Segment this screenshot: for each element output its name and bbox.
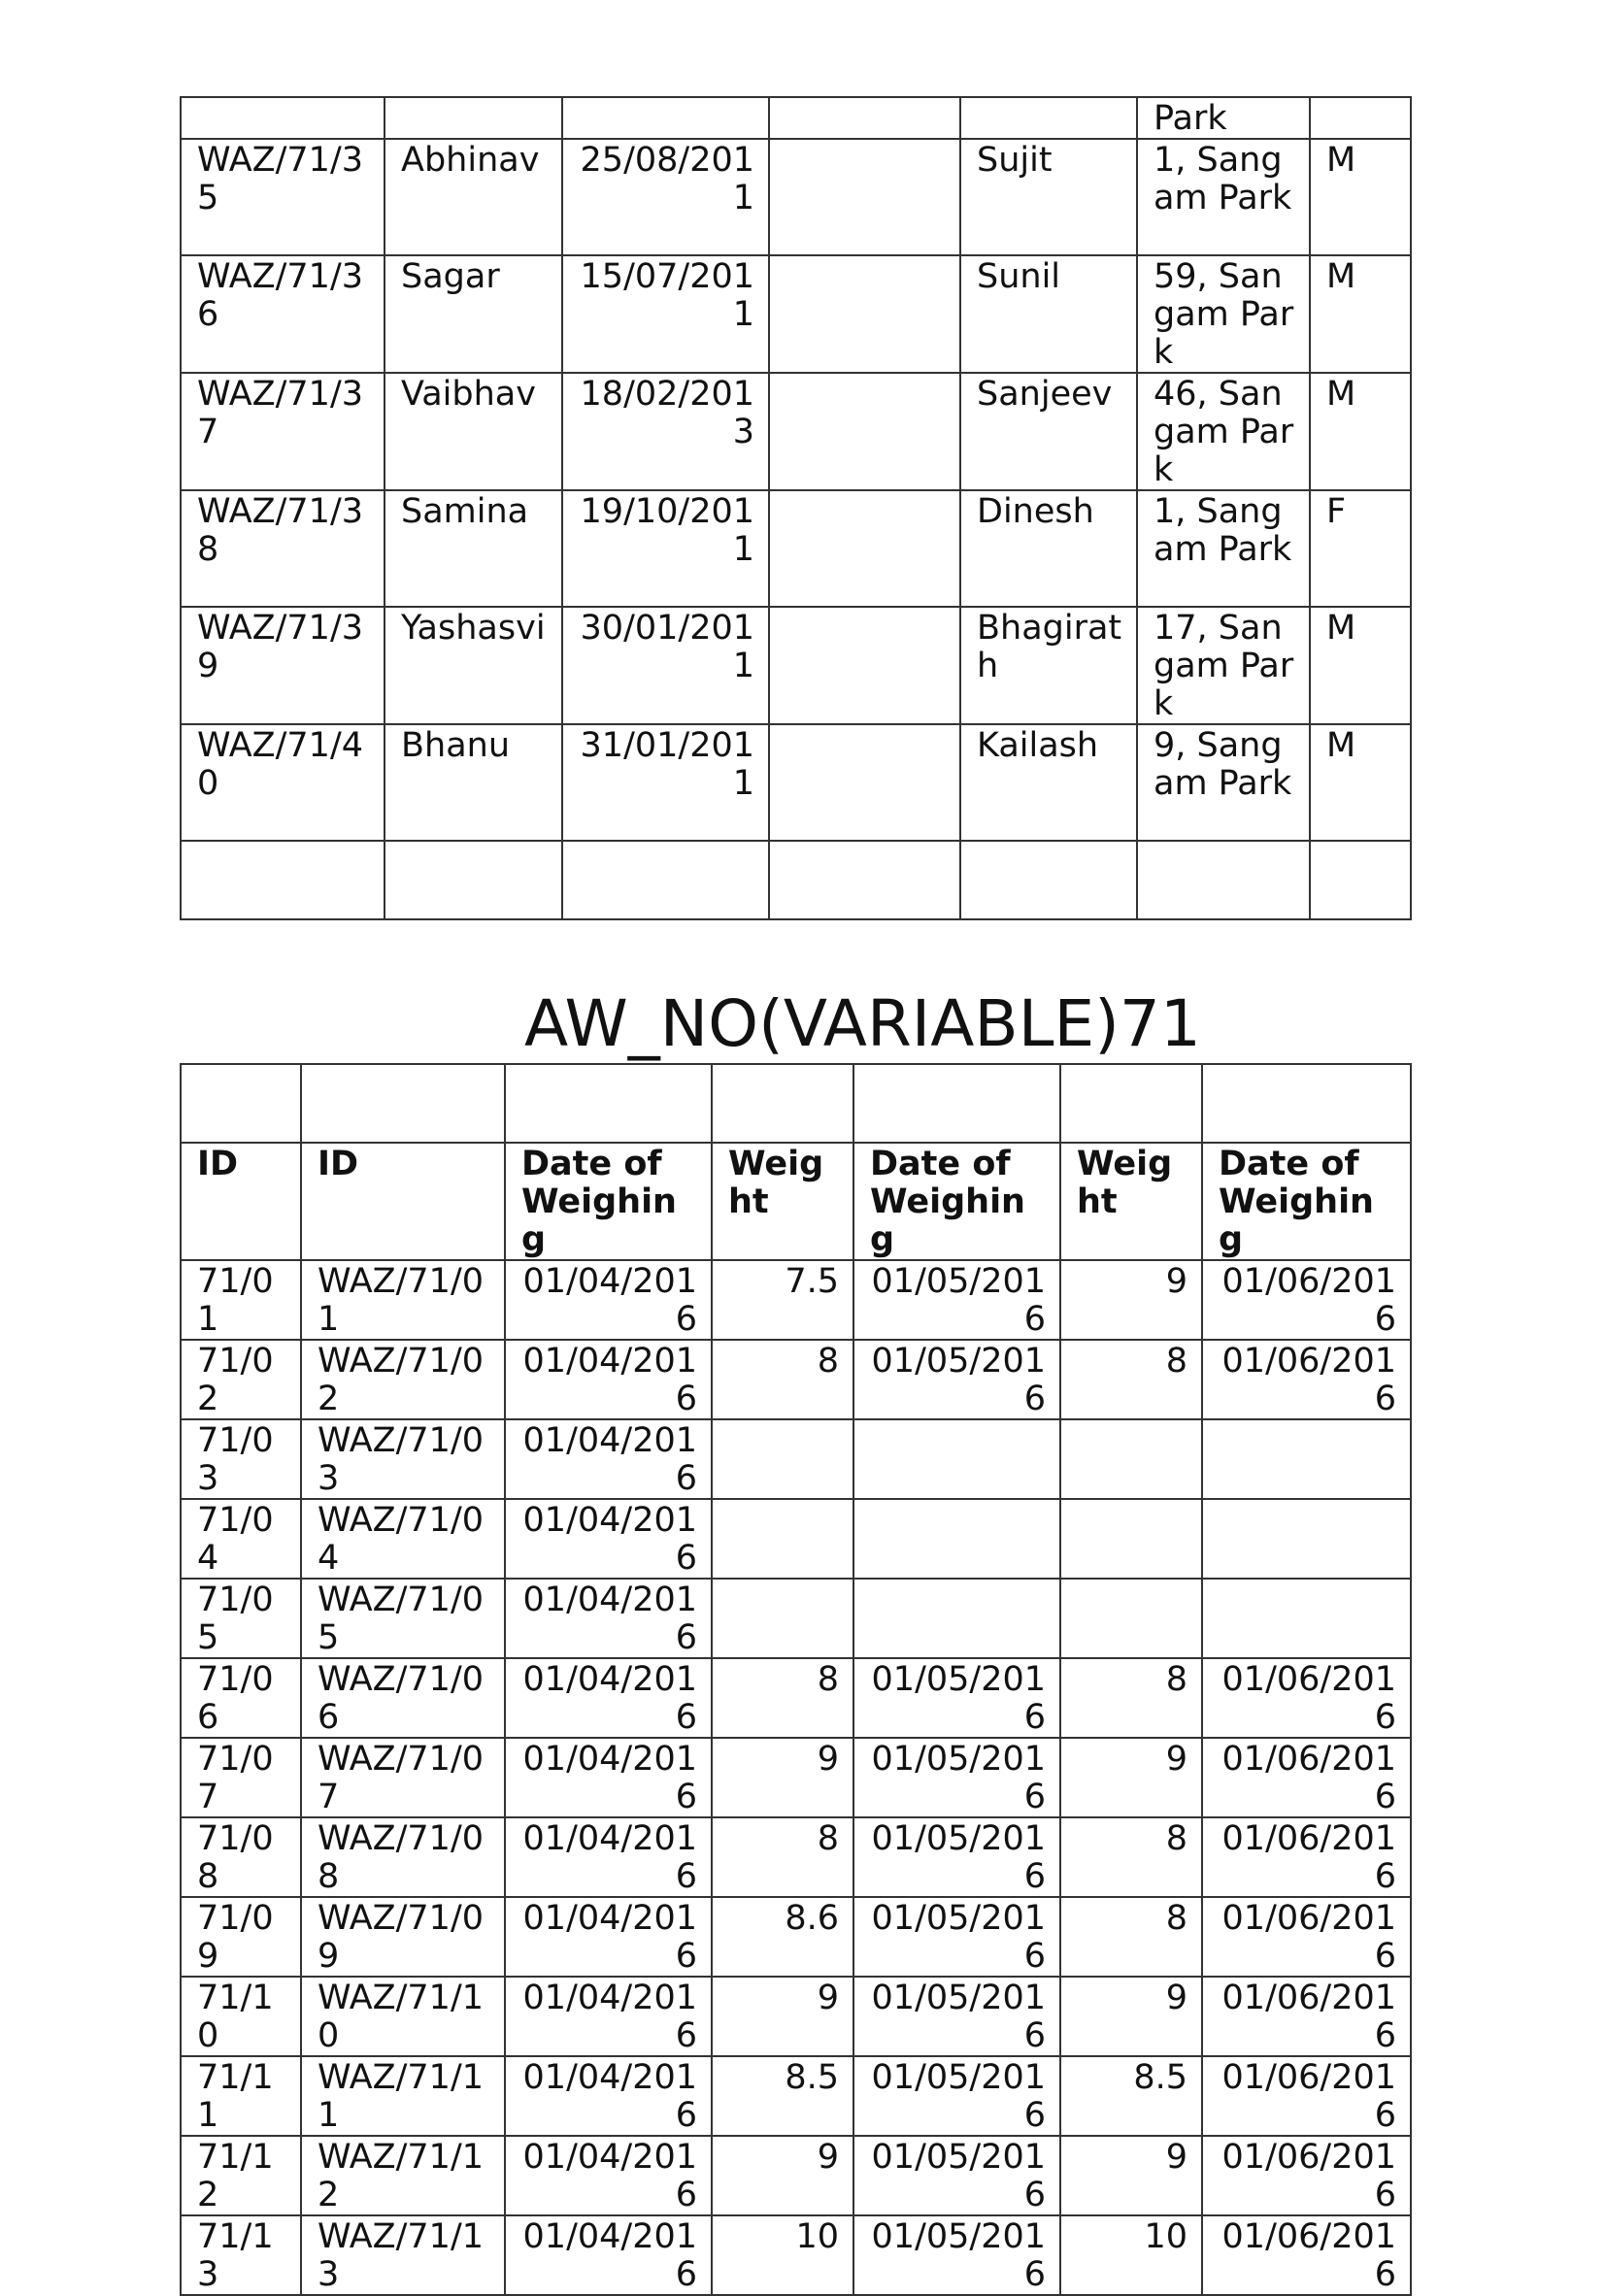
weight-cell-2: 8	[1060, 1897, 1202, 1977]
dob-cell: 18/02/2013	[562, 373, 769, 490]
table-cell	[960, 841, 1137, 919]
table-row	[181, 373, 1411, 490]
date-cell-2	[853, 1579, 1060, 1658]
date-cell-1: 01/04/2016	[505, 1499, 712, 1579]
date-cell-3	[1202, 1579, 1411, 1658]
weight-cell-2: 8	[1060, 1817, 1202, 1897]
table-row	[181, 1340, 1411, 1419]
date-cell-1: 01/04/2016	[505, 1817, 712, 1897]
dob-cell: 25/08/2011	[562, 139, 769, 255]
full-id-cell: WAZ/71/03	[301, 1419, 505, 1499]
weight-cell-1: 8	[712, 1658, 853, 1738]
table-row	[181, 2136, 1411, 2215]
table-row	[181, 1977, 1411, 2056]
table-cell	[181, 97, 385, 139]
date-cell-1: 01/04/2016	[505, 1260, 712, 1340]
weight-cell-2: 9	[1060, 1738, 1202, 1817]
full-id-cell: WAZ/71/08	[301, 1817, 505, 1897]
weight-cell-1	[712, 1419, 853, 1499]
table-cell	[301, 1064, 505, 1143]
short-id-cell: 71/03	[181, 1419, 301, 1499]
weight-cell-1: 9	[712, 1738, 853, 1817]
weight-cell-1: 8.6	[712, 1897, 853, 1977]
short-id-cell: 71/01	[181, 1260, 301, 1340]
weight-cell-1: 8.5	[712, 2056, 853, 2136]
date-cell-3: 01/06/2016	[1202, 1738, 1411, 1817]
dob-cell: 15/07/2011	[562, 255, 769, 373]
sex-cell: F	[1310, 490, 1411, 607]
short-id-cell: 71/11	[181, 2056, 301, 2136]
date-cell-3: 01/06/2016	[1202, 2136, 1411, 2215]
table-row	[181, 1817, 1411, 1897]
blank-cell	[769, 607, 960, 724]
address-cell: 1, Sangam Park	[1137, 139, 1310, 255]
sex-cell: M	[1310, 139, 1411, 255]
header-weight-2: Weight	[1060, 1143, 1202, 1260]
date-cell-2: 01/05/2016	[853, 2056, 1060, 2136]
address-cell: 9, Sangam Park	[1137, 724, 1310, 841]
father-name-cell: Bhagirath	[960, 607, 1137, 724]
date-cell-2	[853, 1499, 1060, 1579]
table-row	[181, 139, 1411, 255]
sex-cell: M	[1310, 724, 1411, 841]
weight-cell-2: 9	[1060, 1260, 1202, 1340]
date-cell-2: 01/05/2016	[853, 2136, 1060, 2215]
date-cell-1: 01/04/2016	[505, 1977, 712, 2056]
blank-cell	[769, 139, 960, 255]
date-cell-1: 01/04/2016	[505, 2136, 712, 2215]
child-id-cell: WAZ/71/39	[181, 607, 385, 724]
table-row	[181, 1897, 1411, 1977]
child-register-table	[180, 96, 1412, 920]
short-id-cell: 71/02	[181, 1340, 301, 1419]
weight-cell-2: 9	[1060, 2136, 1202, 2215]
date-cell-3: 01/06/2016	[1202, 1658, 1411, 1738]
weight-cell-2: 8	[1060, 1658, 1202, 1738]
dob-cell: 31/01/2011	[562, 724, 769, 841]
weight-cell-1: 8	[712, 1817, 853, 1897]
table-row	[181, 1658, 1411, 1738]
date-cell-2: 01/05/2016	[853, 1817, 1060, 1897]
table-cell	[1202, 1064, 1411, 1143]
table-cell	[769, 841, 960, 919]
child-name-cell: Yashasvi	[385, 607, 562, 724]
short-id-cell: 71/12	[181, 2136, 301, 2215]
date-cell-1: 01/04/2016	[505, 1579, 712, 1658]
blank-cell	[769, 490, 960, 607]
date-cell-1: 01/04/2016	[505, 2215, 712, 2295]
child-id-cell: WAZ/71/38	[181, 490, 385, 607]
weight-cell-2	[1060, 1499, 1202, 1579]
full-id-cell: WAZ/71/01	[301, 1260, 505, 1340]
table-row-continuation	[181, 97, 1411, 139]
weighing-table	[180, 1063, 1412, 2296]
section-title: AW_NO(VARIABLE)71	[524, 986, 1201, 1061]
table-cell: Park	[1137, 97, 1310, 139]
child-name-cell: Samina	[385, 490, 562, 607]
short-id-cell: 71/06	[181, 1658, 301, 1738]
table-cell	[181, 1064, 301, 1143]
date-cell-3: 01/06/2016	[1202, 1340, 1411, 1419]
short-id-cell: 71/05	[181, 1579, 301, 1658]
dob-cell: 30/01/2011	[562, 607, 769, 724]
short-id-cell: 71/10	[181, 1977, 301, 2056]
table-row	[181, 255, 1411, 373]
table-cell	[1060, 1064, 1202, 1143]
full-id-cell: WAZ/71/07	[301, 1738, 505, 1817]
dob-cell: 19/10/2011	[562, 490, 769, 607]
table-cell	[505, 1064, 712, 1143]
table-cell	[1310, 97, 1411, 139]
weight-cell-1: 9	[712, 2136, 853, 2215]
sex-cell: M	[1310, 607, 1411, 724]
child-name-cell: Vaibhav	[385, 373, 562, 490]
date-cell-3: 01/06/2016	[1202, 2056, 1411, 2136]
date-cell-2: 01/05/2016	[853, 2215, 1060, 2295]
address-cell: 59, Sangam Park	[1137, 255, 1310, 373]
table-header-row	[181, 1143, 1411, 1260]
child-id-cell: WAZ/71/36	[181, 255, 385, 373]
weight-cell-1: 9	[712, 1977, 853, 2056]
date-cell-2: 01/05/2016	[853, 1977, 1060, 2056]
header-id-full: ID	[301, 1143, 505, 1260]
weight-cell-2	[1060, 1579, 1202, 1658]
table-row	[181, 2215, 1411, 2295]
weight-cell-2: 8	[1060, 1340, 1202, 1419]
weight-cell-1	[712, 1499, 853, 1579]
table-row	[181, 490, 1411, 607]
date-cell-2: 01/05/2016	[853, 1260, 1060, 1340]
table-cell	[1310, 841, 1411, 919]
weight-cell-2: 9	[1060, 1977, 1202, 2056]
father-name-cell: Dinesh	[960, 490, 1137, 607]
full-id-cell: WAZ/71/11	[301, 2056, 505, 2136]
child-name-cell: Sagar	[385, 255, 562, 373]
date-cell-3	[1202, 1499, 1411, 1579]
weight-cell-1	[712, 1579, 853, 1658]
date-cell-3: 01/06/2016	[1202, 1977, 1411, 2056]
date-cell-1: 01/04/2016	[505, 1419, 712, 1499]
table-cell	[385, 841, 562, 919]
father-name-cell: Sunil	[960, 255, 1137, 373]
full-id-cell: WAZ/71/10	[301, 1977, 505, 2056]
header-date-3: Date of Weighing	[1202, 1143, 1411, 1260]
full-id-cell: WAZ/71/05	[301, 1579, 505, 1658]
date-cell-2: 01/05/2016	[853, 1658, 1060, 1738]
short-id-cell: 71/04	[181, 1499, 301, 1579]
child-id-cell: WAZ/71/40	[181, 724, 385, 841]
table-row	[181, 1579, 1411, 1658]
table-row	[181, 1499, 1411, 1579]
date-cell-3	[1202, 1419, 1411, 1499]
father-name-cell: Sujit	[960, 139, 1137, 255]
date-cell-1: 01/04/2016	[505, 1340, 712, 1419]
full-id-cell: WAZ/71/02	[301, 1340, 505, 1419]
date-cell-3: 01/06/2016	[1202, 1817, 1411, 1897]
full-id-cell: WAZ/71/06	[301, 1658, 505, 1738]
short-id-cell: 71/13	[181, 2215, 301, 2295]
weight-cell-1: 7.5	[712, 1260, 853, 1340]
table-row-empty	[181, 1064, 1411, 1143]
weight-cell-2: 10	[1060, 2215, 1202, 2295]
date-cell-3: 01/06/2016	[1202, 1897, 1411, 1977]
date-cell-2: 01/05/2016	[853, 1738, 1060, 1817]
full-id-cell: WAZ/71/13	[301, 2215, 505, 2295]
table-row	[181, 2056, 1411, 2136]
sex-cell: M	[1310, 373, 1411, 490]
table-row	[181, 607, 1411, 724]
address-cell: 46, Sangam Park	[1137, 373, 1310, 490]
full-id-cell: WAZ/71/04	[301, 1499, 505, 1579]
weight-cell-2: 8.5	[1060, 2056, 1202, 2136]
table-row	[181, 1419, 1411, 1499]
header-date-1: Date of Weighing	[505, 1143, 712, 1260]
table-cell	[712, 1064, 853, 1143]
blank-cell	[769, 373, 960, 490]
table-cell	[853, 1064, 1060, 1143]
child-id-cell: WAZ/71/37	[181, 373, 385, 490]
table-row	[181, 1738, 1411, 1817]
table-cell	[562, 97, 769, 139]
full-id-cell: WAZ/71/09	[301, 1897, 505, 1977]
date-cell-2	[853, 1419, 1060, 1499]
date-cell-1: 01/04/2016	[505, 2056, 712, 2136]
child-id-cell: WAZ/71/35	[181, 139, 385, 255]
short-id-cell: 71/09	[181, 1897, 301, 1977]
father-name-cell: Sanjeev	[960, 373, 1137, 490]
table-row-empty	[181, 841, 1411, 919]
full-id-cell: WAZ/71/12	[301, 2136, 505, 2215]
table-cell	[769, 97, 960, 139]
weight-cell-1: 8	[712, 1340, 853, 1419]
child-name-cell: Bhanu	[385, 724, 562, 841]
child-name-cell: Abhinav	[385, 139, 562, 255]
header-weight-1: Weight	[712, 1143, 853, 1260]
table-cell	[1137, 841, 1310, 919]
header-id: ID	[181, 1143, 301, 1260]
date-cell-1: 01/04/2016	[505, 1738, 712, 1817]
weight-cell-1: 10	[712, 2215, 853, 2295]
table-row	[181, 724, 1411, 841]
date-cell-2: 01/05/2016	[853, 1897, 1060, 1977]
sex-cell: M	[1310, 255, 1411, 373]
address-cell: 1, Sangam Park	[1137, 490, 1310, 607]
address-cell: 17, Sangam Park	[1137, 607, 1310, 724]
weight-cell-2	[1060, 1419, 1202, 1499]
date-cell-2: 01/05/2016	[853, 1340, 1060, 1419]
header-date-2: Date of Weighing	[853, 1143, 1060, 1260]
short-id-cell: 71/07	[181, 1738, 301, 1817]
father-name-cell: Kailash	[960, 724, 1137, 841]
date-cell-1: 01/04/2016	[505, 1897, 712, 1977]
table-cell	[385, 97, 562, 139]
blank-cell	[769, 255, 960, 373]
table-row	[181, 1260, 1411, 1340]
blank-cell	[769, 724, 960, 841]
date-cell-3: 01/06/2016	[1202, 2215, 1411, 2295]
short-id-cell: 71/08	[181, 1817, 301, 1897]
date-cell-1: 01/04/2016	[505, 1658, 712, 1738]
table-cell	[562, 841, 769, 919]
table-cell	[960, 97, 1137, 139]
date-cell-3: 01/06/2016	[1202, 1260, 1411, 1340]
table-cell	[181, 841, 385, 919]
